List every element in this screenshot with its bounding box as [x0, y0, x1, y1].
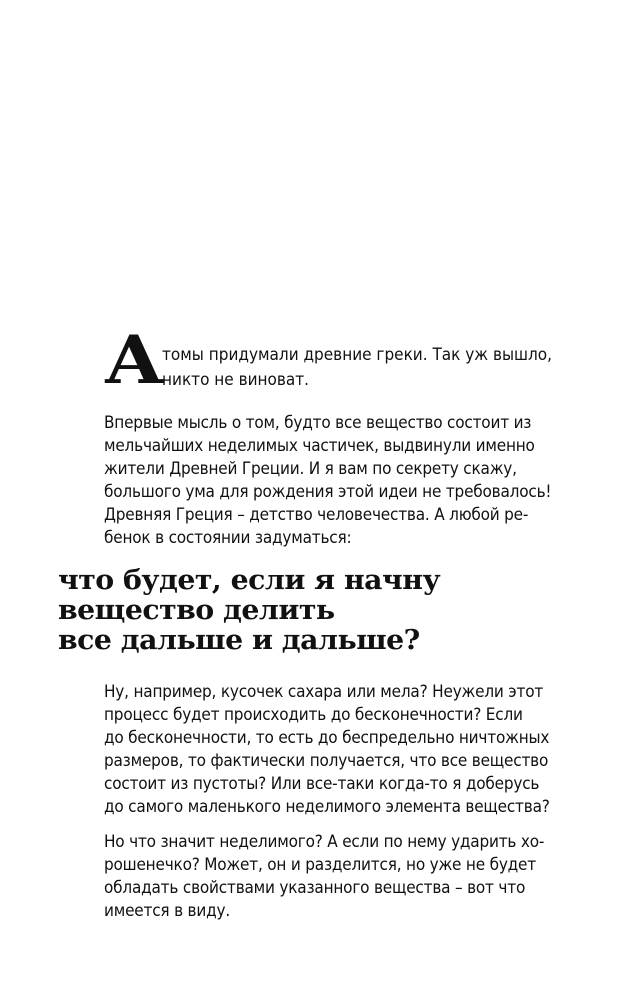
heading-line: все дальше и дальше?	[58, 625, 420, 656]
opening-line-1: томы придумали древние греки. Так уж вышло,	[162, 345, 553, 365]
text-line: размеров, то фактически получается, что все вещество	[104, 751, 549, 771]
text-line: Но что значит неделимого? А если по нему ударить хо-	[104, 832, 545, 852]
paragraph-2	[104, 681, 550, 819]
paragraph-3	[104, 831, 544, 923]
text-line: мельчайших неделимых частичек, выдвинули именно	[104, 436, 535, 456]
text-line: рошенечко? Может, он и разделится, но уже не будет	[104, 855, 536, 875]
text-line: до бесконечности, то есть до беспредельно ничтожных	[104, 728, 550, 748]
text-line: бенок в состоянии задуматься:	[104, 528, 352, 548]
text-line: Впервые мысль о том, будто все вещество состоит из	[104, 413, 532, 433]
opening-line-2: никто не виноват.	[162, 370, 310, 390]
paragraph-1	[104, 412, 552, 550]
opening-paragraph	[104, 321, 553, 399]
heading-line: вещество делить	[58, 595, 335, 626]
text-line: большого ума для рождения этой идеи не требовалось!	[104, 482, 552, 502]
drop-cap: А	[104, 321, 165, 399]
text-line: состоит из пустоты? Или все-таки когда-то я доберусь	[104, 774, 540, 794]
pull-quote-heading	[58, 565, 441, 656]
text-line: Древняя Греция – детство человечества. А любой ре-	[104, 505, 529, 525]
text-line: обладать свойствами указанного вещества – вот что	[104, 878, 526, 898]
text-line: жители Древней Греции. И я вам по секрету скажу,	[104, 459, 517, 479]
text-line: до самого маленького неделимого элемента вещества?	[104, 797, 550, 817]
heading-line: что будет, если я начну	[58, 565, 441, 596]
text-line: процесс будет происходить до бесконечности? Если	[104, 705, 523, 725]
text-line: имеется в виду.	[104, 901, 230, 921]
text-line: Ну, например, кусочек сахара или мела? Неужели этот	[104, 682, 544, 702]
